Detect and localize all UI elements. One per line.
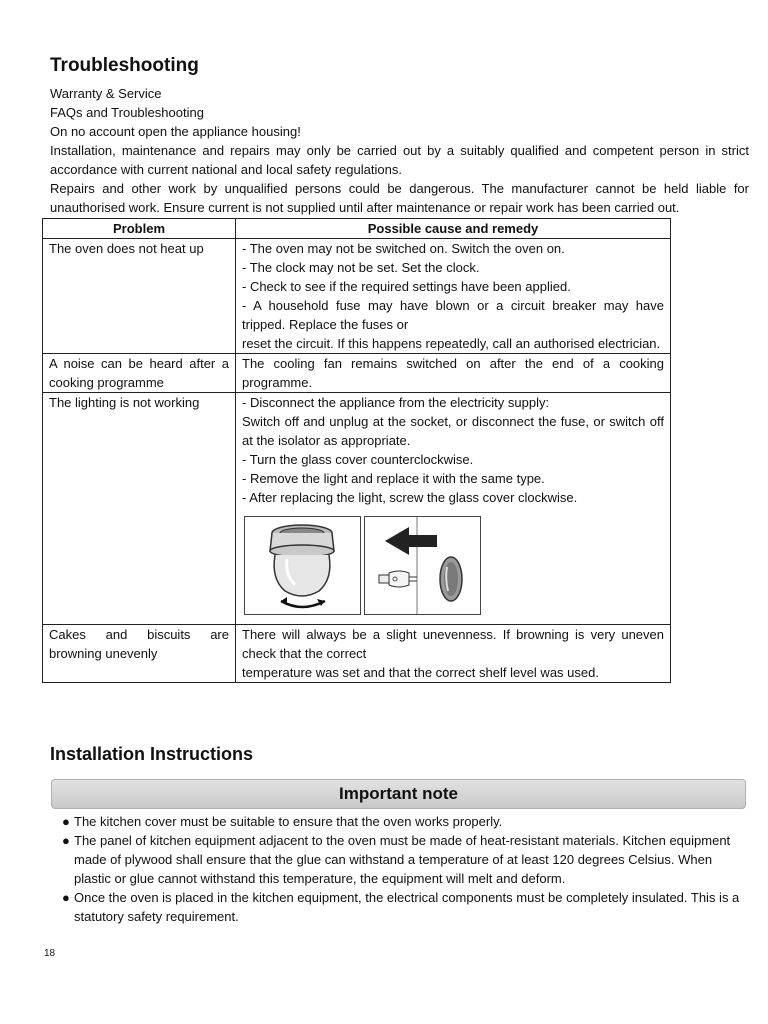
problem-cell <box>43 625 236 683</box>
remedy-line: - Check to see if the required settings have been applied. <box>242 279 571 294</box>
troubleshooting-intro <box>50 84 749 217</box>
remedy-line: - Remove the light and replace it with the same type. <box>242 471 545 486</box>
remedy-cell <box>236 239 671 354</box>
problem-cell <box>43 239 236 354</box>
problem-text: The lighting is not working <box>49 395 200 410</box>
intro-paragraph: Repairs and other work by unqualified persons could be dangerous. The manufacturer cannot be held liable for unauthorised work. Ensure current is not supplied until after maintenance or repair work has been carried out. <box>50 181 749 215</box>
intro-line: On no account open the appliance housing! <box>50 124 301 139</box>
table-row <box>43 239 671 354</box>
bulb-replace-icon <box>364 516 481 615</box>
remedy-line: - The clock may not be set. Set the clock. <box>242 260 480 275</box>
remedy-line: - A household fuse may have blown or a circuit breaker may have tripped. Replace the fuses or <box>242 298 664 332</box>
troubleshooting-table <box>42 218 671 683</box>
remedy-line: The cooling fan remains switched on after the end of a cooking programme. <box>242 356 664 390</box>
list-item <box>62 888 750 926</box>
remedy-line: temperature was set and that the correct shelf level was used. <box>242 665 599 680</box>
problem-text: Cakes and biscuits are browning unevenly <box>49 627 229 661</box>
header-remedy: Possible cause and remedy <box>236 219 671 239</box>
bullet-icon: ● <box>62 833 70 848</box>
remedy-line: Switch off and unplug at the socket, or disconnect the fuse, or switch off at the isolator as appropriate. <box>242 414 664 448</box>
table-row <box>43 625 671 683</box>
remedy-cell <box>236 354 671 393</box>
bullet-text: The kitchen cover must be suitable to ensure that the oven works properly. <box>74 814 503 829</box>
remedy-cell <box>236 393 671 625</box>
remedy-line: - Turn the glass cover counterclockwise. <box>242 452 474 467</box>
bullet-icon: ● <box>62 814 70 829</box>
bullet-text: The panel of kitchen equipment adjacent to the oven must be made of heat-resistant materials. Kitchen equipment made of plywood shall ensure that the glue can withstand a temperature of at least 120 degrees Celsius. When plastic or glue cannot withstand this temperature, the equipment will melt and deform. <box>74 833 731 886</box>
intro-paragraph: Installation, maintenance and repairs may only be carried out by a suitably qualified and competent person in strict accordance with current national and local safety regulations. <box>50 143 749 177</box>
header-problem: Problem <box>43 219 236 239</box>
remedy-line: reset the circuit. If this happens repeatedly, call an authorised electrician. <box>242 336 661 351</box>
installation-bullets <box>62 812 750 926</box>
page-number: 18 <box>44 948 56 959</box>
problem-cell <box>43 393 236 625</box>
problem-text: The oven does not heat up <box>49 241 204 256</box>
installation-title: Installation Instructions <box>50 744 254 764</box>
bullet-text: Once the oven is placed in the kitchen equipment, the electrical components must be completely insulated. This is a statutory safety requirement. <box>74 890 740 924</box>
remedy-line: - The oven may not be switched on. Switch the oven on. <box>242 241 565 256</box>
table-row <box>43 393 671 625</box>
intro-line: FAQs and Troubleshooting <box>50 105 204 120</box>
table-header-row <box>43 219 671 239</box>
table-row <box>43 354 671 393</box>
list-item <box>62 812 750 831</box>
bullet-icon: ● <box>62 890 70 905</box>
remedy-line: - Disconnect the appliance from the electricity supply: <box>242 395 550 410</box>
remedy-line: - After replacing the light, screw the glass cover clockwise. <box>242 490 578 505</box>
remedy-cell <box>236 625 671 683</box>
problem-cell <box>43 354 236 393</box>
remedy-line: There will always be a slight unevenness. If browning is very uneven check that the correct <box>242 627 664 661</box>
important-note-banner: Important note <box>51 779 746 809</box>
intro-line: Warranty & Service <box>50 86 162 101</box>
lamp-figures <box>242 516 664 616</box>
problem-text: A noise can be heard after a cooking programme <box>49 356 229 390</box>
troubleshooting-title: Troubleshooting <box>50 55 199 76</box>
lamp-cover-rotate-icon <box>244 516 361 615</box>
list-item <box>62 831 750 888</box>
